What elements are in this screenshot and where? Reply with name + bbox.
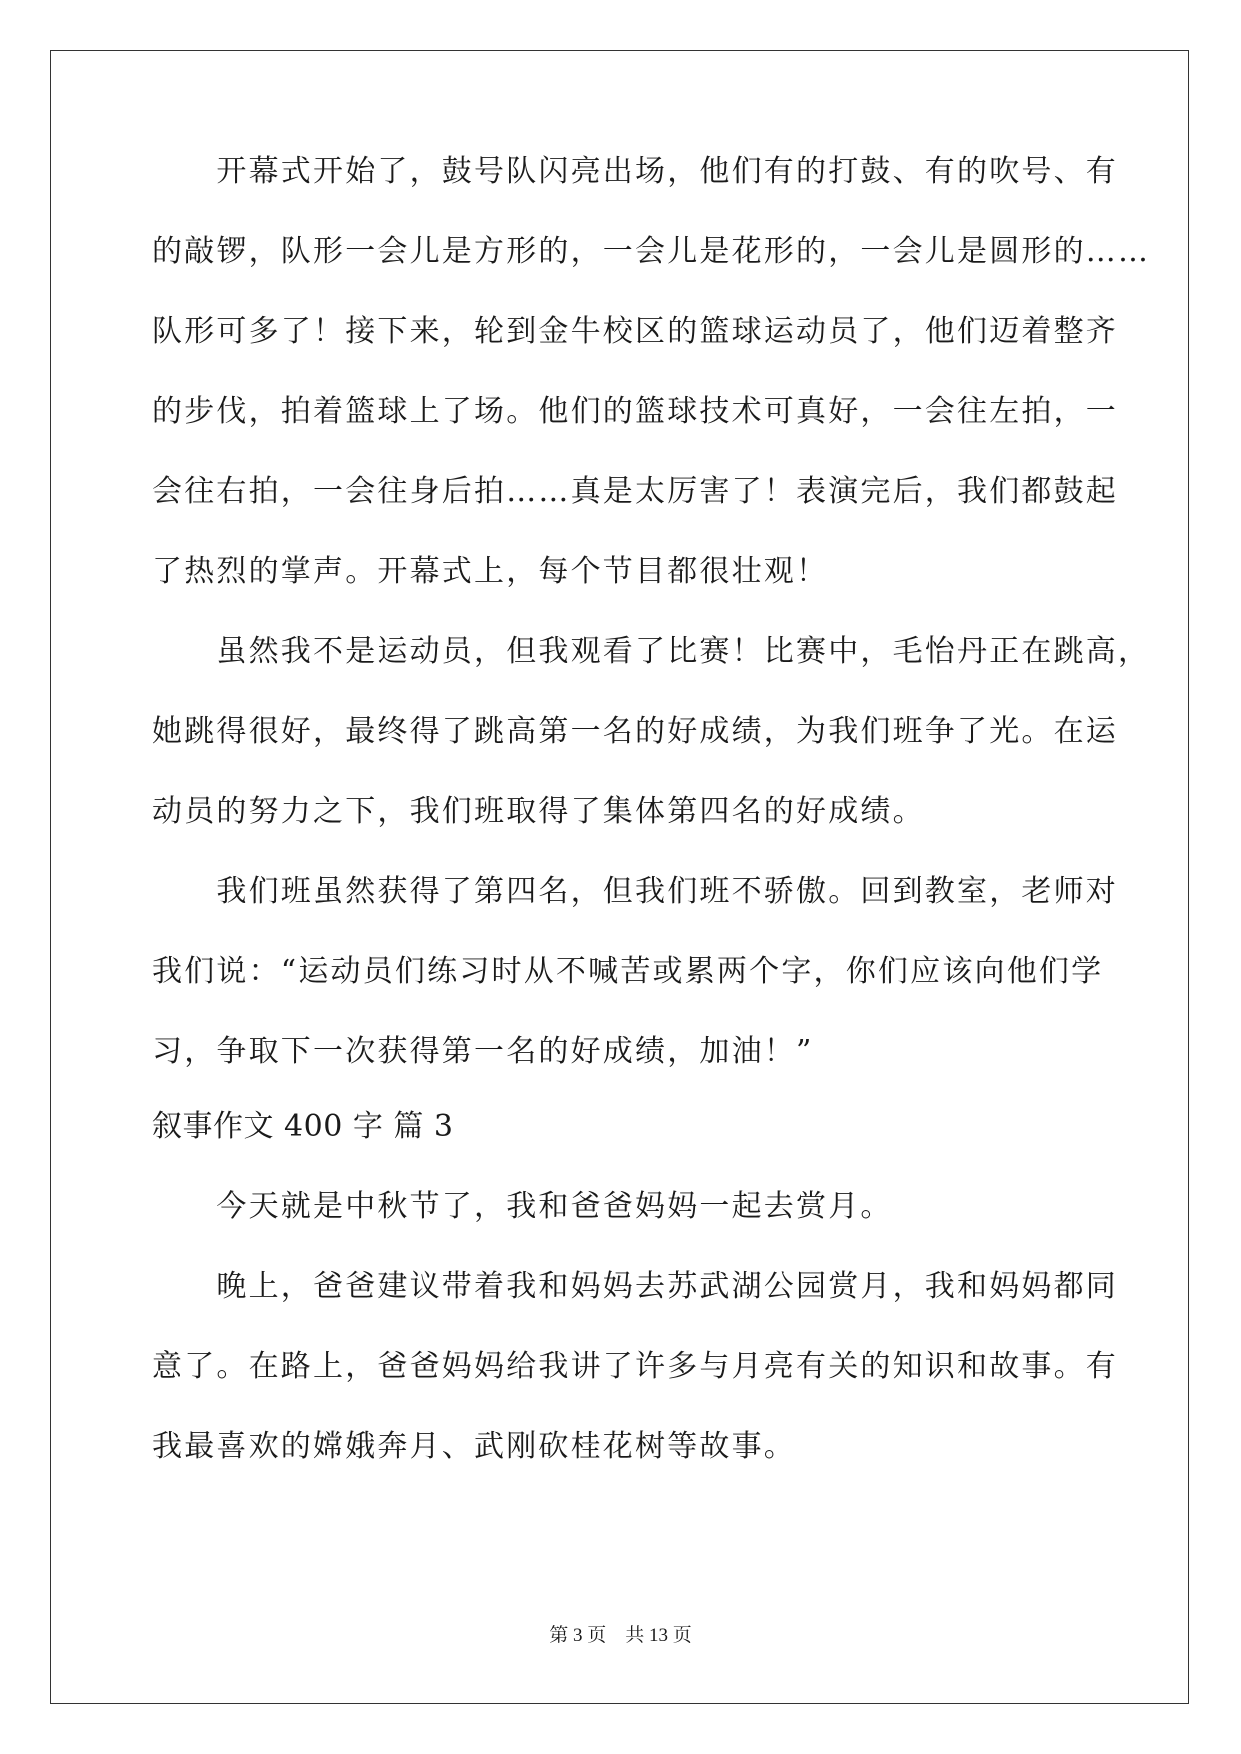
paragraph-line: 我们班虽然获得了第四名，但我们班不骄傲。回到教室，老师对	[152, 874, 1118, 909]
paragraph-line: 今天就是中秋节了，我和爸爸妈妈一起去赏月。	[152, 1189, 893, 1224]
paragraph-line: 晚上，爸爸建议带着我和妈妈去苏武湖公园赏月，我和妈妈都同	[152, 1269, 1118, 1304]
paragraph-line: 虽然我不是运动员，但我观看了比赛！比赛中，毛怡丹正在跳高，	[152, 634, 1151, 669]
paragraph-line: 开幕式开始了，鼓号队闪亮出场，他们有的打鼓、有的吹号、有	[152, 154, 1118, 189]
paragraph-line: 了热烈的掌声。开幕式上，每个节目都很壮观！	[152, 554, 829, 589]
paragraph-line: 我们说：“运动员们练习时从不喊苦或累两个字，你们应该向他们学	[152, 954, 1104, 989]
page-number-footer: 第 3 页 共 13 页	[549, 1625, 692, 1646]
paragraph-line: 会往右拍，一会往身后拍……真是太厉害了！表演完后，我们都鼓起	[152, 474, 1118, 509]
paragraph-line: 的步伐，拍着篮球上了场。他们的篮球技术可真好，一会往左拍，一	[152, 394, 1118, 429]
paragraph-line: 习，争取下一次获得第一名的好成绩，加油！”	[152, 1034, 814, 1069]
paragraph-line: 动员的努力之下，我们班取得了集体第四名的好成绩。	[152, 794, 925, 829]
paragraph-line: 队形可多了！接下来，轮到金牛校区的篮球运动员了，他们迈着整齐	[152, 314, 1118, 349]
paragraph-line: 我最喜欢的嫦娥奔月、武刚砍桂花树等故事。	[152, 1429, 796, 1464]
section-heading: 叙事作文 400 字 篇 3	[152, 1109, 454, 1144]
paragraph-line: 她跳得很好，最终得了跳高第一名的好成绩，为我们班争了光。在运	[152, 714, 1118, 749]
paragraph-line: 的敲锣，队形一会儿是方形的，一会儿是花形的，一会儿是圆形的……	[152, 234, 1151, 269]
paragraph-line: 意了。在路上，爸爸妈妈给我讲了许多与月亮有关的知识和故事。有	[152, 1349, 1118, 1384]
